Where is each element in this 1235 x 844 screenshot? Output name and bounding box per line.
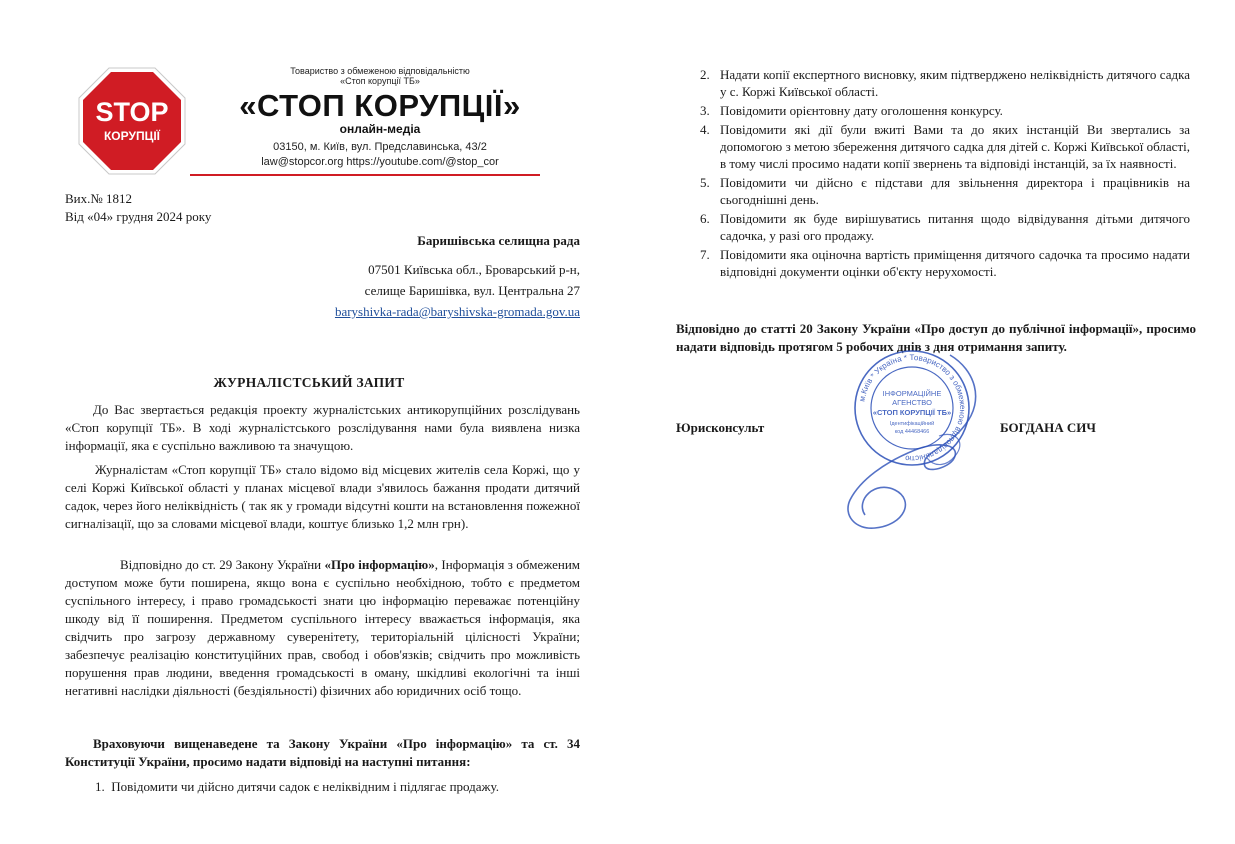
paragraph-context: Журналістам «Стоп корупції ТБ» стало відомо від місцевих жителів села Коржі, що у селі Коржі Київської області у планах місцевої влади з'явилось бажання продати дитячий садок, через його неліквідність ( так як у громади відсутні кошти на встановлення пожежної сигналізації, що за словами місцевої влади, коштує близько 1,2 млн грн). bbox=[65, 462, 580, 531]
recipient-address-1: 07501 Київська обл., Броварський р-н, bbox=[368, 262, 580, 277]
seal-line-4: Ідентифікаційний bbox=[889, 421, 935, 427]
letterhead-title: «СТОП КОРУПЦІЇ» bbox=[239, 88, 521, 123]
recipient-address-2: селище Баришівка, вул. Центральна 27 bbox=[364, 283, 580, 298]
p3-pre: Відповідно до ст. 29 Закону України bbox=[120, 557, 325, 572]
question-item-4 bbox=[700, 121, 1190, 172]
question-num: 4. bbox=[700, 122, 710, 137]
seal-line-3: «СТОП КОРУПЦІЇ ТБ» bbox=[872, 408, 952, 417]
paragraph-intro: До Вас звертається редакція проекту журналістських антикорупційних розслідувань «Стоп корупції ТБ». В ході журналістського розслідування нами була виявлена низка інформації, яка є суспільно важливою та значущою. bbox=[65, 402, 580, 453]
question-num: 3. bbox=[700, 103, 710, 118]
seal-ring-text: м.Київ * Україна * Товариство з обмеженою відповідальністю bbox=[857, 352, 968, 464]
p3-post: , Інформація з обмеженим доступом може бути поширена, якщо вона є суспільно необхідною, тобто є предметом суспільного інтересу, і право громадськості знати цю інформацію переважає потенційну шкоду від її поширення. Предметом суспільного інтересу вважається інформація, яка свідчить про загрозу державному суверенітету, територіальній цілісності України; забезпечує реалізацію конституційних прав, свобод і обов'язків; свідчить про можливість порушення прав людини, введення громадськості в оману, шкідливі екологічні та інші негативні наслідки діяльності (бездіяльності) фізичних або юридичних осіб тощо. bbox=[65, 557, 580, 698]
question-text: Повідомити які дії були вжиті Вами та до яких інстанцій Ви звертались за допомогою з метою збереження дитячого садка для дітей с. Коржі Київської області, в тому числі просимо надати копії звернень та відповіді інстанцій, за їх наявності. bbox=[720, 122, 1190, 171]
question-text: Повідомити яка оціночна вартість приміщення дитячого садочка та просимо надати відповідні документи оцінки об'єкту нерухомості. bbox=[720, 247, 1190, 279]
letterhead-subtitle: онлайн-медіа bbox=[339, 122, 421, 136]
question-text: Повідомити чи дійсно дитячи садок є неліквідним і підлягає продажу. bbox=[111, 779, 499, 794]
outgoing-info bbox=[65, 190, 211, 226]
logo-text-stop: STOP bbox=[95, 97, 169, 127]
question-text: Повідомити орієнтовну дату оголошення конкурсу. bbox=[720, 103, 1003, 118]
company-legal-name bbox=[230, 66, 530, 86]
seal-line-5: код 44468466 bbox=[894, 429, 930, 435]
logo-text-korupcii: КОРУПЦІЇ bbox=[103, 129, 161, 143]
outgoing-number: Вих.№ 1812 bbox=[65, 191, 133, 206]
company-line-1: Товариство з обмеженою відповідальністю bbox=[290, 66, 470, 76]
letterhead-email-url: law@stopcor.org https://youtube.com/@stop_cor bbox=[261, 156, 499, 168]
seal-line-1: ІНФОРМАЦІЙНЕ bbox=[882, 389, 942, 398]
question-item-6 bbox=[700, 210, 1190, 244]
question-item-3 bbox=[700, 102, 1190, 119]
question-num: 6. bbox=[700, 211, 710, 226]
closing-statement: Відповідно до статті 20 Закону України «Про доступ до публічної інформації», просимо надати відповідь протягом 5 робочих днів з дня отримання запиту. bbox=[676, 321, 1196, 354]
signatory-name: БОГДАНА СИЧ bbox=[1000, 420, 1096, 435]
letterhead-contacts bbox=[230, 140, 530, 170]
question-item-2 bbox=[700, 66, 1190, 100]
outgoing-date: Від «04» грудня 2024 року bbox=[65, 209, 212, 224]
handwritten-signature bbox=[835, 350, 1010, 540]
letterhead-address: 03150, м. Київ, вул. Предславинська, 43/2 bbox=[273, 141, 487, 153]
question-text: Повідомити як буде вирішуватись питання щодо відвідування дітьми дитячого садочка, у разі ого продажу. bbox=[720, 211, 1190, 243]
recipient-block bbox=[335, 230, 580, 322]
p3-law-name: «Про інформацію» bbox=[324, 557, 435, 572]
question-item-7 bbox=[700, 246, 1190, 280]
question-num: 5. bbox=[700, 175, 710, 190]
question-item-5 bbox=[700, 174, 1190, 208]
question-text: Надати копії експертного висновку, яким підтверджено неліквідність дитячого садка у с. Коржі Київської області. bbox=[720, 67, 1190, 99]
paragraph-legal-basis bbox=[65, 556, 580, 700]
signatory-role: Юрисконсульт bbox=[676, 420, 765, 435]
question-num: 1. bbox=[95, 779, 105, 794]
company-line-2: «Стоп корупції ТБ» bbox=[340, 76, 420, 86]
seal-line-2: АГЕНСТВО bbox=[892, 398, 932, 407]
recipient-org: Баришівська селищна рада bbox=[417, 233, 580, 248]
question-text: Повідомити чи дійсно є підстави для звільнення директора і працівників на сьогоднішні день. bbox=[720, 175, 1190, 207]
paragraph-request: Враховуючи вищенаведене та Закону України «Про інформацію» та ст. 34 Конституції України, просимо надати відповіді на наступні питання: bbox=[65, 736, 580, 769]
question-list bbox=[700, 66, 1190, 282]
recipient-email-link[interactable]: baryshivka-rada@baryshivska-gromada.gov.ua bbox=[334, 304, 580, 319]
letterhead-divider bbox=[190, 174, 540, 176]
question-num: 2. bbox=[700, 67, 710, 82]
stop-sign-logo bbox=[77, 66, 187, 176]
document-title: ЖУРНАЛІСТСЬКИЙ ЗАПИТ bbox=[213, 375, 405, 390]
question-item-1 bbox=[95, 779, 499, 795]
question-num: 7. bbox=[700, 247, 710, 262]
